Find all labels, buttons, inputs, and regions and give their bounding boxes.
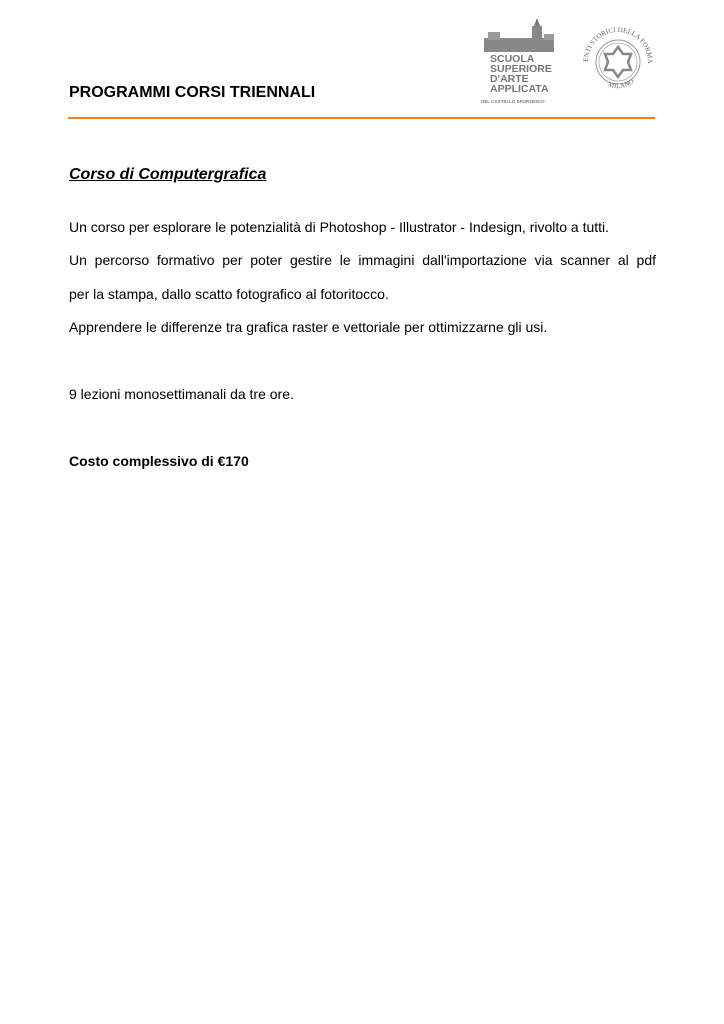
paragraph: Un percorso formativo per poter gestire le immagini dall'importazione via scanner al pdf — [69, 252, 656, 268]
school-logo-subtitle: DEL CASTELLO SFORZESCO — [481, 99, 545, 104]
school-logo — [478, 18, 560, 102]
castle-icon — [478, 18, 560, 54]
lessons-info: 9 lezioni monosettimanali da tre ore. — [69, 386, 294, 402]
header-title: PROGRAMMI CORSI TRIENNALI — [69, 84, 316, 101]
paragraph: Un corso per esplorare le potenzialità di Photoshop - Illustrator - Indesign, rivolto a tutti. — [69, 219, 610, 235]
header-divider — [68, 117, 655, 119]
course-title: Corso di Computergrafica — [69, 166, 267, 183]
school-logo-text: SCUOLA SUPERIORE D'ARTE APPLICATA — [490, 53, 552, 95]
paragraph: per la stampa, dallo scatto fotografico al fotoritocco. — [69, 286, 389, 302]
paragraph: Apprendere le differenze tra grafica raster e vettoriale per ottimizzarne gli usi. — [69, 319, 548, 335]
svg-text:MILANO: MILANO — [607, 77, 636, 91]
svg-text:ENTI STORICI DELLA FORMAZIONE: ENTI STORICI DELLA FORMA — [581, 25, 655, 64]
course-cost: Costo complessivo di €170 — [69, 453, 249, 469]
enti-storici-seal — [576, 20, 660, 104]
